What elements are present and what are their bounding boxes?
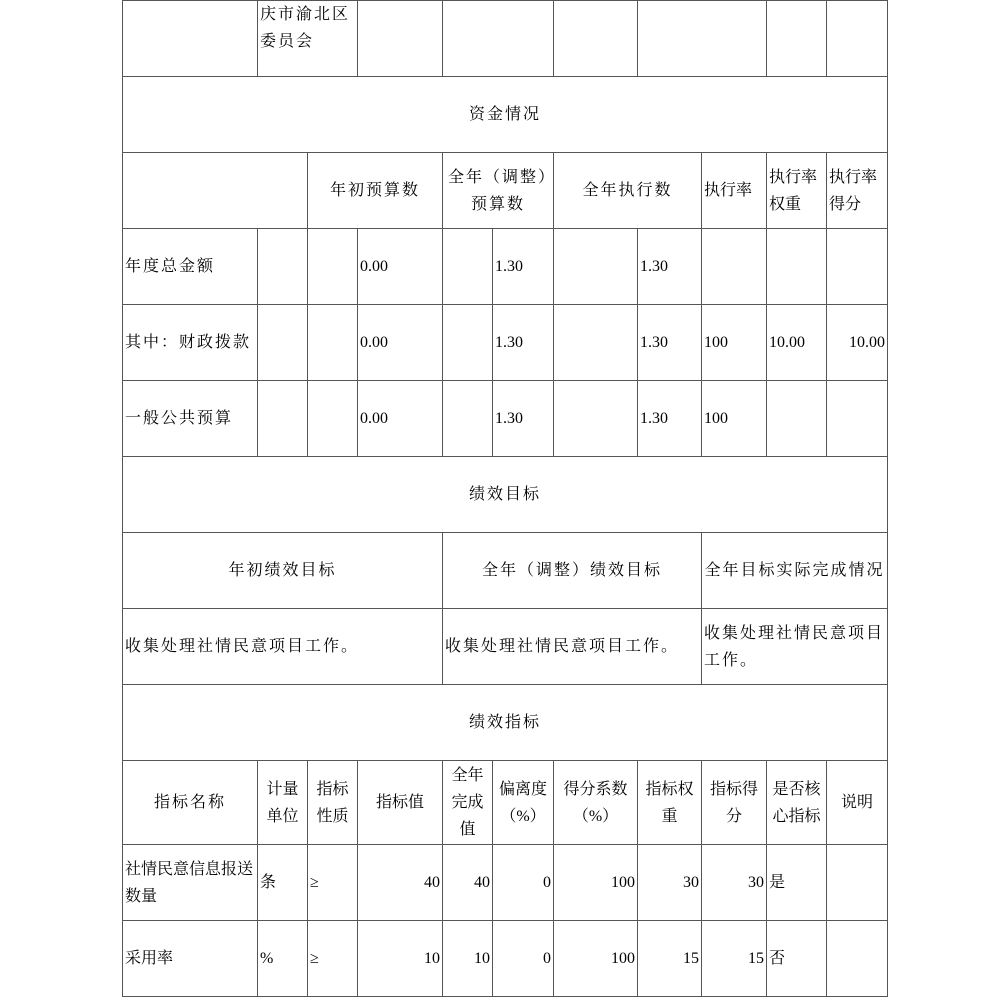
indicators-section-title: 绩效指标 bbox=[123, 685, 888, 761]
goals-section-title: 绩效目标 bbox=[123, 457, 888, 533]
funds-row: 一般公共预算 0.00 1.30 1.30 100 bbox=[123, 381, 888, 457]
funds-row: 年度总金额 0.00 1.30 1.30 bbox=[123, 229, 888, 305]
funds-header-row bbox=[123, 153, 888, 229]
header-rate-weight: 执行率权重 bbox=[767, 153, 827, 229]
funds-row: 其中：财政拨款 0.00 1.30 1.30 100 10.00 10.00 bbox=[123, 305, 888, 381]
goals-value-row: 收集处理社情民意项目工作。 收集处理社情民意项目工作。 收集处理社情民意项目工作。 bbox=[123, 609, 888, 685]
header-initial: 年初预算数 bbox=[308, 153, 443, 229]
header-adjusted: 全年（调整）预算数 bbox=[443, 153, 554, 229]
org-row bbox=[123, 1, 888, 77]
header-executed: 全年执行数 bbox=[554, 153, 702, 229]
header-rate-score: 执行率得分 bbox=[827, 153, 888, 229]
header-rate: 执行率 bbox=[702, 153, 767, 229]
funds-section-title: 资金情况 bbox=[123, 77, 888, 153]
indicator-row: 社情民意信息报送数量 条 ≥ 40 40 0 100 30 30 是 bbox=[123, 845, 888, 921]
indicators-header-row: 指标名称 计量单位 指标性质 指标值 全年完成值 偏离度（%） 得分系数（%） 指标权重 指标得分 是否核心指标 说明 bbox=[123, 761, 888, 845]
performance-table bbox=[122, 0, 888, 997]
goals-header-row: 年初绩效目标 全年（调整）绩效目标 全年目标实际完成情况 bbox=[123, 533, 888, 609]
indicator-row: 采用率 % ≥ 10 10 0 100 15 15 否 bbox=[123, 921, 888, 997]
org-name: 庆市渝北区委员会 bbox=[258, 1, 358, 77]
